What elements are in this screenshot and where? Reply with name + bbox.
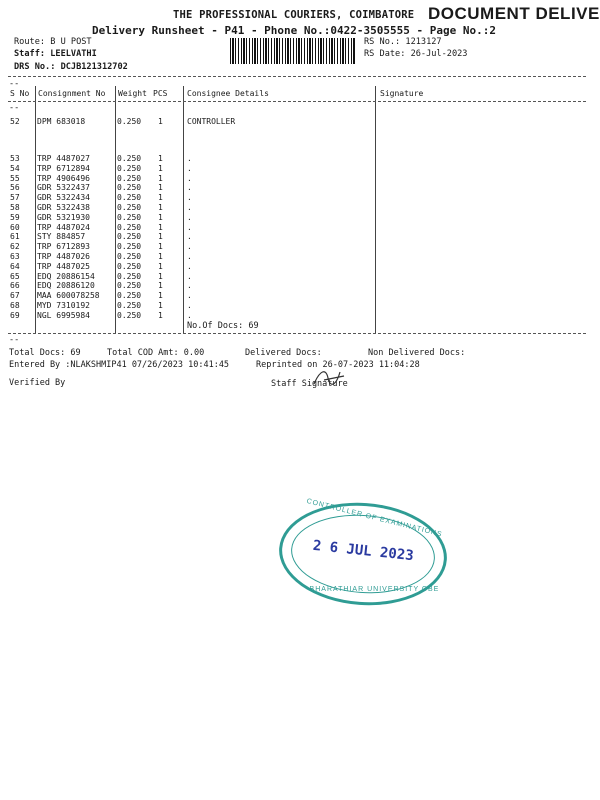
col-pcs: PCS [153,89,168,98]
document-type-heading: DOCUMENT DELIVE [428,4,600,23]
column-divider [183,86,184,333]
reprinted-on: Reprinted on 26-07-2023 11:04:28 [256,360,420,370]
cell-wt: 0.250 [117,232,142,242]
cell-pcs: 1 [158,203,163,212]
cell-cons: TRP 4906496 [37,173,90,183]
cell-wt: 0.250 [117,222,142,232]
cell-wt: 0.250 [117,203,142,212]
barcode [230,38,355,64]
cell-cons: TRP 4487025 [37,261,90,271]
column-divider [115,86,116,333]
cell-pcs: 1 [158,117,163,126]
cell-det: . [187,212,192,222]
stamp-top-text: CONTROLLER OF EXAMINATIONS [305,497,444,539]
total-docs: Total Docs: 69 [9,348,81,358]
cell-cons: MYD 7310192 [37,301,90,310]
column-divider [35,86,36,333]
cell-sno: 58 [10,203,20,212]
cell-det: CONTROLLER [187,117,236,126]
cell-sno: 57 [10,193,20,203]
divider-marker: -- [9,79,20,89]
cell-pcs: 1 [158,232,163,242]
cell-wt: 0.250 [117,183,142,193]
cell-pcs: 1 [158,222,163,232]
cell-det: . [187,173,192,183]
entered-by: Entered By :NLAKSHMIP41 07/26/2023 10:41:45 [9,360,230,370]
cell-sno: 52 [10,117,20,126]
cell-wt: 0.250 [117,271,142,281]
col-sno: S No [10,89,30,98]
verified-by: Verified By [9,378,66,388]
cell-cons: STY 884857 [37,232,86,242]
col-consignment: Consignment No [38,89,106,98]
stamp-bottom-text: BHARATHIAR UNIVERSITY CBE [309,585,440,593]
company-name: THE PROFESSIONAL COURIERS, COIMBATORE [173,9,415,21]
col-details: Consignee Details [187,89,269,98]
cell-det: . [187,222,192,232]
cell-wt: 0.250 [117,301,142,310]
cell-cons: GDR 5322437 [37,183,90,193]
cell-cons: NGL 6995984 [37,310,90,320]
cell-pcs: 1 [158,261,163,271]
cell-det: . [187,281,192,291]
cell-pcs: 1 [158,301,163,310]
cell-det: . [187,232,192,242]
cell-cons: GDR 5321930 [37,212,90,222]
cell-cons: TRP 4487024 [37,222,90,232]
divider-marker: -- [9,103,20,113]
cell-sno: 61 [10,232,20,242]
stamp-date: 2 6 JUL 2023 [312,537,415,565]
handwritten-signature [310,366,350,390]
cell-cons: TRP 6712893 [37,242,90,252]
no-of-docs: No.Of Docs: 69 [187,321,259,331]
cell-cons: GDR 5322434 [37,193,90,203]
cell-pcs: 1 [158,173,163,183]
cell-sno: 56 [10,183,20,193]
cell-sno: 59 [10,212,20,222]
drs-number: DRS No.: DCJB121312702 [14,62,128,72]
cell-sno: 67 [10,291,20,301]
cell-wt: 0.250 [117,310,142,320]
cell-sno: 63 [10,252,20,261]
cell-sno: 54 [10,163,20,173]
cell-sno: 53 [10,154,20,163]
rs-number: RS No.: 1213127 [364,37,442,47]
cell-det: . [187,271,192,281]
cell-wt: 0.250 [117,281,142,291]
cell-cons: MAA 600078258 [37,291,100,301]
cell-sno: 64 [10,261,20,271]
official-stamp [276,497,451,610]
col-signature: Signature [380,89,424,98]
non-delivered-docs: Non Delivered Docs: [368,348,466,358]
cell-cons: TRP 4487027 [37,154,90,163]
cell-pcs: 1 [158,212,163,222]
cell-wt: 0.250 [117,173,142,183]
staff-signature: Staff Signature [271,379,348,389]
cell-pcs: 1 [158,291,163,301]
cell-cons: TRP 6712894 [37,163,90,173]
cell-wt: 0.250 [117,117,142,126]
cell-wt: 0.250 [117,252,142,261]
cell-det: . [187,291,192,301]
cell-sno: 60 [10,222,20,232]
cell-pcs: 1 [158,154,163,163]
cell-det: . [187,242,192,252]
runsheet-title: Delivery Runsheet - P41 - Phone No.:0422-3505555 - Page No.:2 [92,24,496,37]
cell-cons: TRP 4487026 [37,252,90,261]
total-cod: Total COD Amt: 0.00 [107,348,205,358]
cell-wt: 0.250 [117,261,142,271]
cell-sno: 69 [10,310,20,320]
cell-sno: 65 [10,271,20,281]
cell-wt: 0.250 [117,242,142,252]
staff-label: Staff: LEELVATHI [14,49,97,59]
cell-pcs: 1 [158,193,163,203]
cell-det: . [187,154,192,163]
cell-cons: DPM 683018 [37,117,86,126]
col-weight: Weight [118,89,147,98]
cell-pcs: 1 [158,252,163,261]
cell-wt: 0.250 [117,154,142,163]
bottom-divider [8,333,586,334]
cell-cons: GDR 5322438 [37,203,90,212]
cell-det: . [187,183,192,193]
cell-wt: 0.250 [117,163,142,173]
divider-marker: -- [9,335,20,345]
rs-date: RS Date: 26-Jul-2023 [364,49,468,59]
cell-pcs: 1 [158,163,163,173]
cell-pcs: 1 [158,310,163,320]
delivered-docs: Delivered Docs: [245,348,322,358]
cell-det: . [187,163,192,173]
cell-det: . [187,203,192,212]
cell-cons: EDQ 20886154 [37,271,95,281]
cell-pcs: 1 [158,281,163,291]
route-label: Route: B U POST [14,37,92,47]
cell-sno: 66 [10,281,20,291]
cell-wt: 0.250 [117,291,142,301]
cell-pcs: 1 [158,242,163,252]
cell-sno: 62 [10,242,20,252]
cell-det: . [187,301,192,310]
cell-det: . [187,261,192,271]
cell-pcs: 1 [158,271,163,281]
cell-det: . [187,193,192,203]
cell-det: . [187,310,192,320]
cell-cons: EDQ 20886120 [37,281,95,291]
cell-wt: 0.250 [117,212,142,222]
cell-sno: 55 [10,173,20,183]
header-divider [8,101,586,102]
cell-det: . [187,252,192,261]
cell-wt: 0.250 [117,193,142,203]
top-divider [8,76,586,77]
column-divider [375,86,376,333]
cell-sno: 68 [10,301,20,310]
cell-pcs: 1 [158,183,163,193]
